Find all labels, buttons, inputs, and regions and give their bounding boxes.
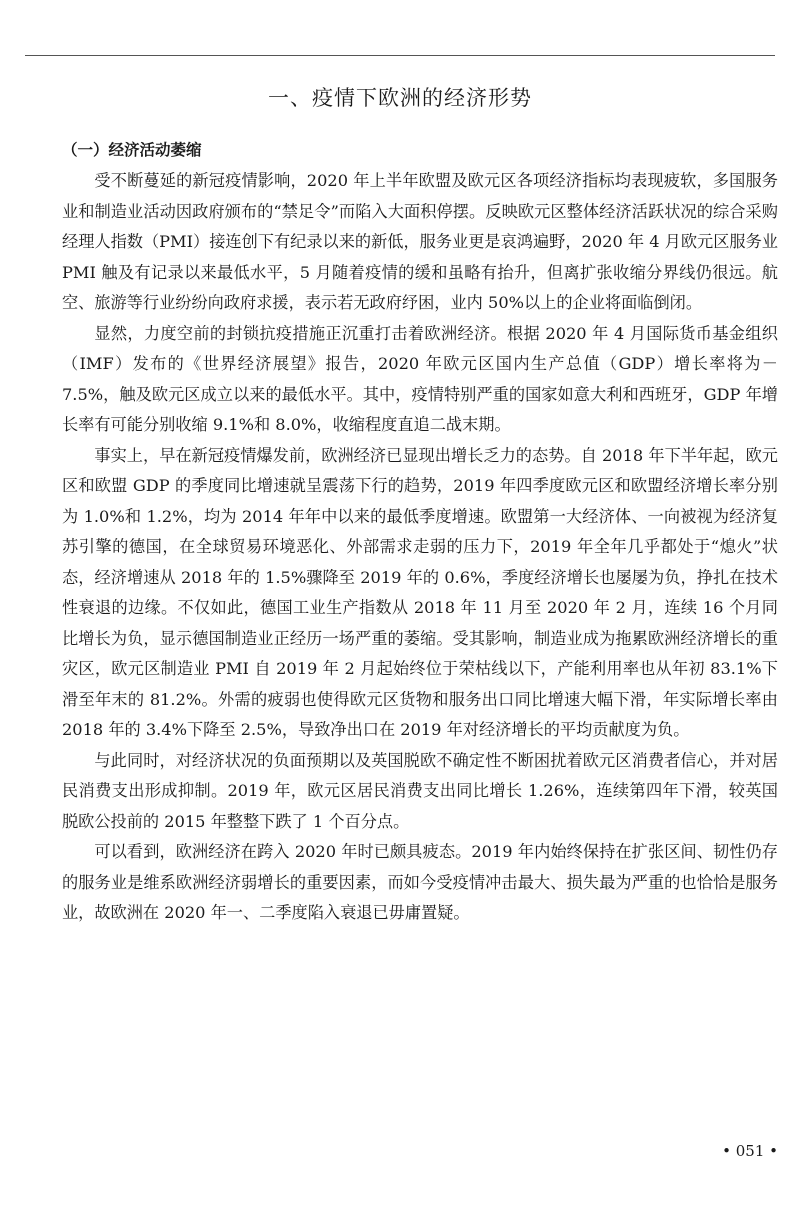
page-number: • 051 •	[722, 1142, 778, 1160]
paragraph-4: 与此同时，对经济状况的负面预期以及英国脱欧不确定性不断困扰着欧元区消费者信心，并对居民消费支出形成抑制。2019 年，欧元区居民消费支出同比增长 1.26%，连续第四年下滑，较英国脱欧公投前的 2015 年整整下跌了 1 个百分点。	[62, 750, 778, 831]
paragraph-3: 事实上，早在新冠疫情爆发前，欧洲经济已显现出增长乏力的态势。自 2018 年下半年起，欧元区和欧盟 GDP 的季度同比增速就呈震荡下行的趋势，2019 年四季度欧元区和欧盟经济增长率分别为 1.0%和 1.2%，均为 2014 年年中以来的最低季度增速。欧盟第一大经济体、一向被视为经济复苏引擎的德国，在全球贸易环境恶化、外部需求走弱的压力下，2019 年全年几乎都处于“熄火”状态，经济增速从 2018 年的 1.5%骤降至 2019 年的 0.6%，季度经济增长也屡屡为负，挣扎在技术性衰退的边缘。不仅如此，德国工业生产指数从 2018 年 11 月至 2020 年 2 月，连续 16 个月同比增长为负，显示德国制造业正经历一场严重的萎缩。受其影响，制造业成为拖累欧洲经济增长的重灾区，欧元区制造业 PMI 自 2019 年 2 月起始终位于荣枯线以下，产能利用率也从年初 83.1%下滑至年末的 81.2%。外需的疲弱也使得欧元区货物和服务出口同比增速大幅下滑，年实际增长率由 2018 年的 3.4%下降至 2.5%，导致净出口在 2019 年对经济增长的平均贡献度为负。	[62, 445, 778, 739]
header-rule	[25, 55, 775, 56]
section-heading: （一）经济活动萎缩	[62, 141, 202, 159]
paragraph-5: 可以看到，欧洲经济在跨入 2020 年时已颇具疲态。2019 年内始终保持在扩张区间、韧性仍存的服务业是维系欧洲经济弱增长的重要因素，而如今受疫情冲击最大、损失最为严重的也恰恰是服务业，故欧洲在 2020 年一、二季度陷入衰退已毋庸置疑。	[62, 842, 778, 922]
body-text	[62, 136, 778, 929]
paragraph-1: 受不断蔓延的新冠疫情影响，2020 年上半年欧盟及欧元区各项经济指标均表现疲软，多国服务业和制造业活动因政府颁布的“禁足令”而陷入大面积停摆。反映欧元区整体经济活跃状况的综合采购经理人指数（PMI）接连创下有纪录以来的新低，服务业更是哀鸿遍野，2020 年 4 月欧元区服务业 PMI 触及有记录以来最低水平，5 月随着疫情的缓和虽略有抬升，但离扩张收缩分界线仍很远。航空、旅游等行业纷纷向政府求援，表示若无政府纾困，业内 50%以上的企业将面临倒闭。	[62, 171, 778, 312]
paragraph-2: 显然，力度空前的封锁抗疫措施正沉重打击着欧洲经济。根据 2020 年 4 月国际货币基金组织（IMF）发布的《世界经济展望》报告，2020 年欧元区国内生产总值（GDP）增长率将为－7.5%，触及欧元区成立以来的最低水平。其中，疫情特别严重的国家如意大利和西班牙，GDP 年增长率有可能分别收缩 9.1%和 8.0%，收缩程度直追二战末期。	[62, 323, 778, 434]
chapter-title: 一、疫情下欧洲的经济形势	[268, 86, 532, 110]
